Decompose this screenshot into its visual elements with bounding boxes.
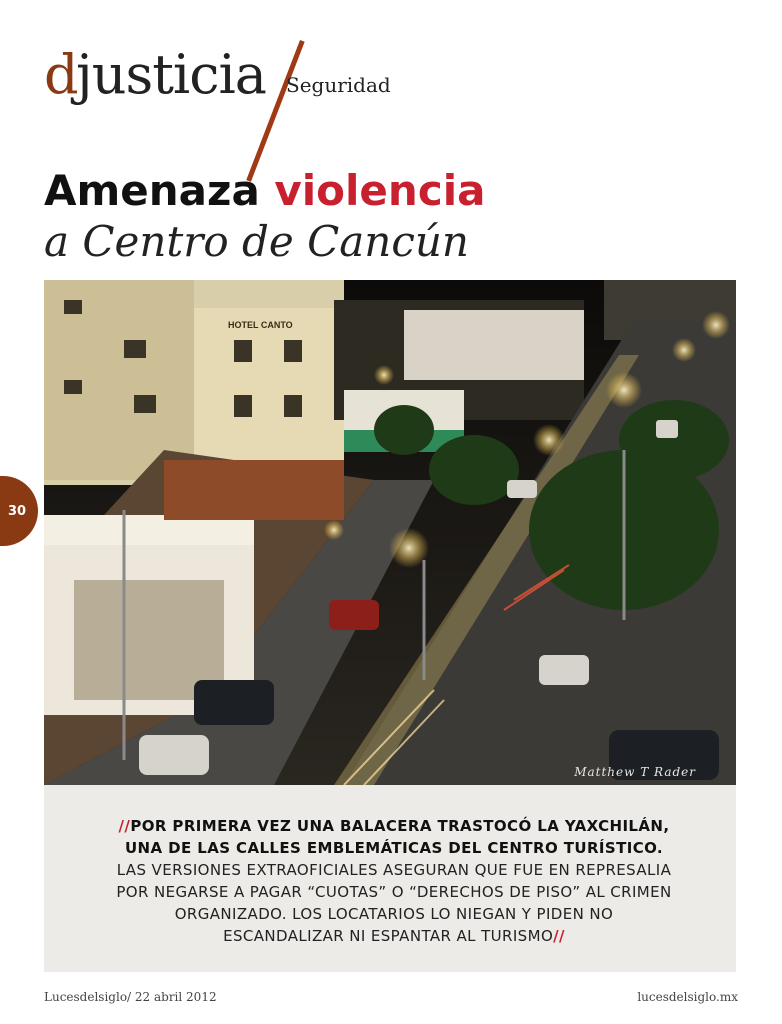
- summary-lead: POR PRIMERA VEZ UNA BALACERA TRASTOCÓ LA YAXCHILÁN, UNA DE LAS CALLES EMBLEMÁTICAS DEL CENTRO TURÍSTICO.: [124, 817, 670, 857]
- photo-credit: Matthew T Rader: [574, 765, 696, 779]
- headline-line-1: [44, 166, 744, 216]
- footer-website: lucesdelsiglo.mx: [637, 990, 738, 1004]
- headline: [44, 166, 744, 268]
- hotel-sign: HOTEL CANTO: [228, 320, 293, 330]
- publication-date: / 22 abril 2012: [127, 990, 217, 1004]
- summary-box: [44, 785, 736, 972]
- headline-prefix: Amenaza: [44, 166, 275, 215]
- street-night-photo: [44, 280, 736, 785]
- open-marker: //: [118, 817, 131, 835]
- page-number-tab: [0, 476, 38, 546]
- footer-publication: [44, 990, 217, 1004]
- close-marker: //: [553, 927, 565, 945]
- summary-body: LAS VERSIONES EXTRAOFICIALES ASEGURAN QUE FUE EN REPRESALIA POR NEGARSE A PAGAR “CUOTAS” O “DERECHOS DE PISO” AL CRIMEN ORGANIZADO. LOS LOCATARIOS LO NIEGAN Y PIDEN NO ESCANDALIZAR NI ESPANTAR AL TURISMO: [116, 861, 672, 945]
- headline-line-2: a Centro de Cancún: [44, 217, 469, 266]
- headline-accent: violencia: [274, 166, 486, 215]
- section-label: Seguridad: [286, 73, 391, 97]
- brand-letter: d: [44, 43, 78, 106]
- brand-word: justicia: [76, 43, 266, 106]
- publication-name: Lucesdelsiglo: [44, 990, 128, 1004]
- photo-illustration: [44, 280, 736, 785]
- summary-text: [114, 815, 674, 947]
- page-number: 30: [7, 503, 27, 519]
